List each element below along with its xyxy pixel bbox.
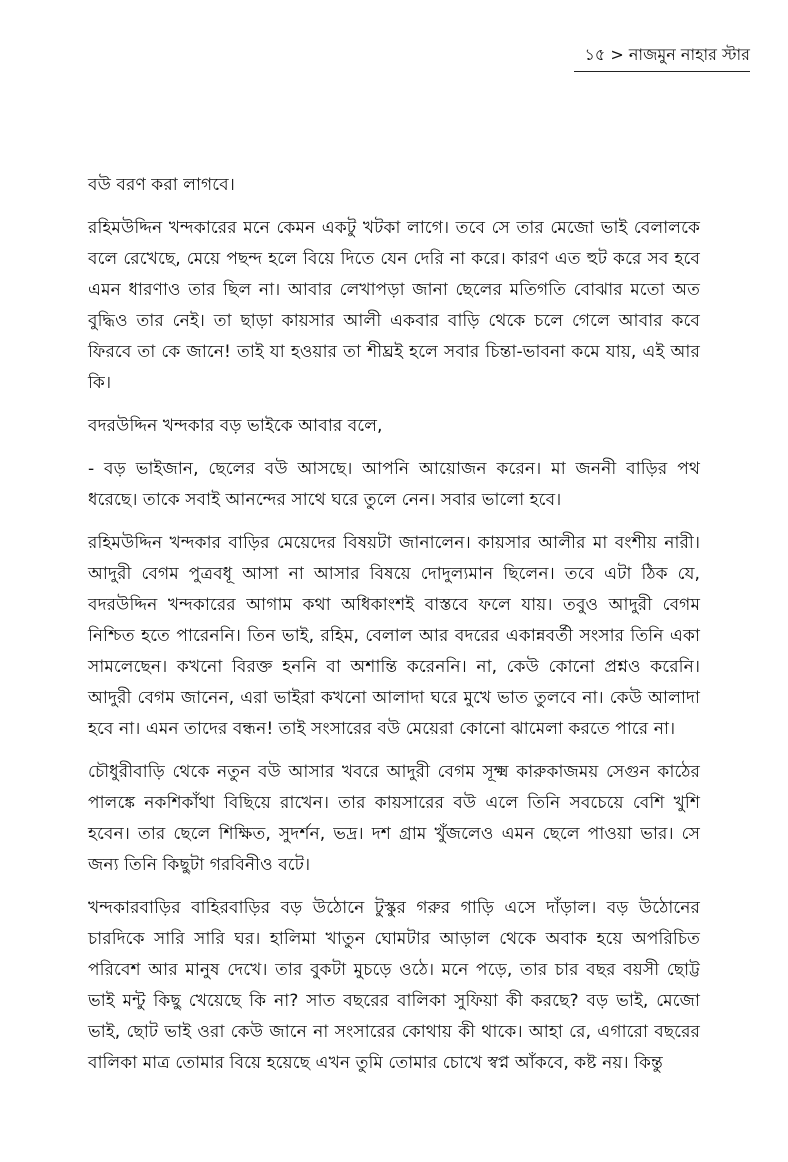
paragraph-5: রহিমউদ্দিন খন্দকার বাড়ির মেয়েদের বিষয়টা জানালেন। কায়সার আলীর মা বংশীয় নারী। আদুরী বেগম পুত্রবধূ আসা না আসার বিষয়ে দোদুল্যমান ছিলেন। তবে এটা ঠিক যে, বদরউদ্দিন খন্দকারের আগাম কথা অধিকাংশই বাস্তবে ফলে যায়। তবুও আদুরী বেগম নিশ্চিত হতে পারেননি। তিন ভাই, রহিম, বেলাল আর বদরের একান্নবর্তী সংসার তিনি একা সামলেছেন। কখনো বিরক্ত হননি বা অশান্তি করেননি। না, কেউ কোনো প্রশ্নও করেনি। আদুরী বেগম জানেন, এরা ভাইরা কখনো আলাদা ঘরে মুখে ভাত তুলবে না। কেউ আলাদা হবে না। এমন তাদের বন্ধন! তাই সংসারের বউ মেয়েরা কোনো ঝামেলা করতে পারে না। — [88, 533, 700, 739]
header-rule — [574, 71, 750, 72]
paragraph-3: বদরউদ্দিন খন্দকার বড় ভাইকে আবার বলে, — [88, 416, 383, 436]
paragraph-4-dialogue: - বড় ভাইজান, ছেলের বউ আসছে। আপনি আয়োজন করেন। মা জননী বাড়ির পথ ধরেছে। তাকে সবাই আনন্দের সাথে ঘরে তুলে নেন। সবার ভালো হবে। — [88, 459, 700, 510]
paragraph-2: রহিমউদ্দিন খন্দকারের মনে কেমন একটু খটকা লাগে। তবে সে তার মেজো ভাই বেলালকে বলে রেখেছে, মেয়ে পছন্দ হলে বিয়ে দিতে যেন দেরি না করে। কারণ এত হুট করে সব হবে এমন ধারণাও তার ছিল না। আবার লেখাপড়া জানা ছেলের মতিগতি বোঝার মতো অত বুদ্ধিও তার নেই। তা ছাড়া কায়সার আলী একবার বাড়ি থেকে চলে গেলে আবার কবে ফিরবে তা কে জানে! তাই যা হওয়ার তা শীঘ্রই হলে সবার চিন্তা-ভাবনা কমে যায়, এই আর কি। — [88, 218, 700, 393]
body-text — [88, 170, 700, 1091]
running-head: ১৫ > নাজমুন নাহার স্টার — [584, 45, 750, 64]
paragraph-7: খন্দকারবাড়ির বাহিরবাড়ির বড় উঠোনে টুস্কুর গরুর গাড়ি এসে দাঁড়াল। বড় উঠোনের চারদিকে সারি সারি ঘর। হালিমা খাতুন ঘোমটার আড়াল থেকে অবাক হয়ে অপরিচিত পরিবেশ আর মানুষ দেখে। তার বুকটা মুচড়ে ওঠে। মনে পড়ে, তার চার বছর বয়সী ছোট্ট ভাই মন্টু কিছু খেয়েছে কি না? সাত বছরের বালিকা সুফিয়া কী করছে? বড় ভাই, মেজো ভাই, ছোট ভাই ওরা কেউ জানে না সংসারের কোথায় কী থাকে। আহা রে, এগারো বছরের বালিকা মাত্র তোমার বিয়ে হয়েছে এখন তুমি তোমার চোখে স্বপ্ন আঁকবে, কষ্ট নয়। কিন্তু — [88, 898, 700, 1073]
paragraph-1: বউ বরণ করা লাগবে। — [88, 175, 235, 195]
paragraph-6: চৌধুরীবাড়ি থেকে নতুন বউ আসার খবরে আদুরী বেগম সূক্ষ্ম কারুকাজময় সেগুন কাঠের পালঙ্কে নকশিকাঁথা বিছিয়ে রাখেন। তার কায়সারের বউ এলে তিনি সবচেয়ে বেশি খুশি হবেন। তার ছেলে শিক্ষিত, সুদর্শন, ভদ্র। দশ গ্রাম খুঁজলেও এমন ছেলে পাওয়া ভার। সে জন্য তিনি কিছুটা গরবিনীও বটে। — [88, 762, 700, 875]
